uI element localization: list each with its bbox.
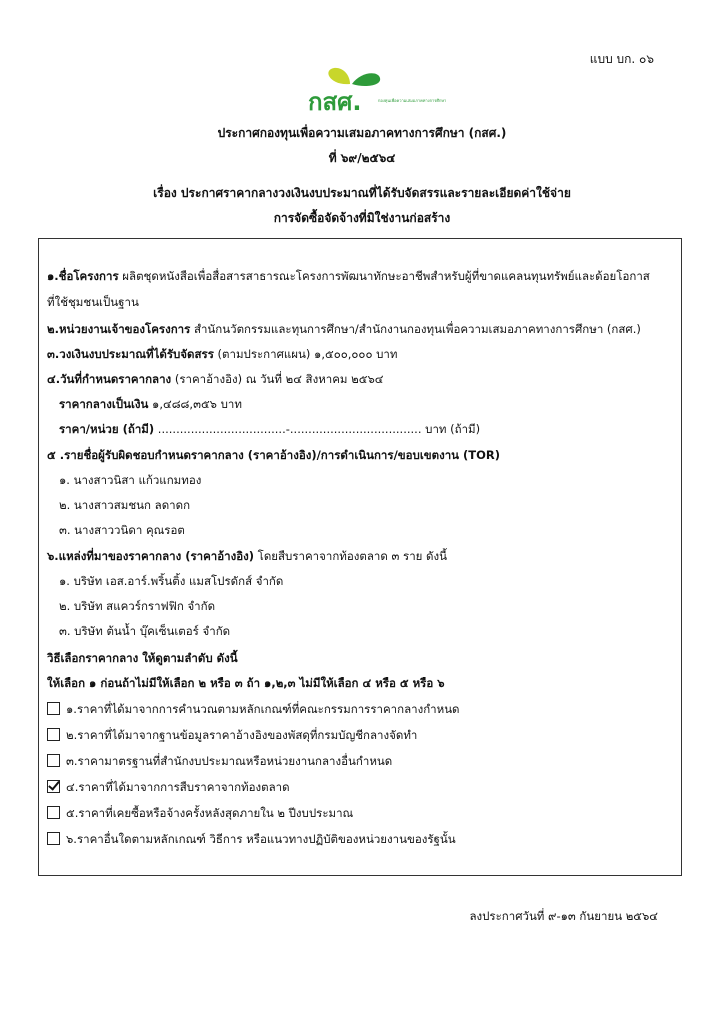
item-6: ๖.แหล่งที่มาของราคากลาง (ราคาอ้างอิง) โดยสืบราคาจากท้องตลาด ๓ ราย ดังนี้ [47,549,447,563]
header-subject-cont: การจัดซื้อจัดจ้างที่มิใช่งานก่อสร้าง [273,211,451,225]
method-option-3[interactable]: ๓.ราคามาตรฐานที่สำนักงบประมาณหรือหน่วยงานกลางอื่นกำหนด [47,754,673,768]
list-item: ๒. นางสาวสมชนก ลดาดก [59,498,191,512]
header-number: ที่ ๖๙/๒๕๖๔ [328,151,396,165]
method-option-1[interactable]: ๑.ราคาที่ได้มาจากการคำนวณตามหลักเกณฑ์ที่คณะกรรมการราคากลางกำหนด [47,702,673,716]
list-item: ๑. นางสาวนิสา แก้วแกมทอง [59,473,202,487]
checkbox[interactable] [47,754,60,767]
list-item: ๒. บริษัท สแควร์กราฟฟิก จำกัด [59,599,216,613]
checkbox-checked[interactable] [47,780,60,793]
method-rule: ให้เลือก ๑ ก่อนถ้าไม่มีให้เลือก ๒ หรือ ๓ ถ้า ๑,๒,๓ ไม่มีให้เลือก ๔ หรือ ๕ หรือ ๖ [47,676,445,690]
item-1: ๑.ชื่อโครงการ ผลิตชุดหนังสือเพื่อสื่อสารสาธารณะโครงการพัฒนาทักษะอาชีพสำหรับผู้ที่ขาดแคลนทุนทรัพย์และด้อยโอกาส [47,269,650,283]
checkbox[interactable] [47,806,60,819]
logo-leaf-right [352,73,380,86]
item-5: ๕ .รายชื่อผู้รับผิดชอบกำหนดราคากลาง (ราคาอ้างอิง)/การดำเนินการ/ขอบเขตงาน (TOR) [47,448,501,462]
announcement-header [0,124,724,234]
checkbox[interactable] [47,728,60,741]
logo-text: กสศ. [308,88,362,116]
header-subject: เรื่อง ประกาศราคากลางวงเงินงบประมาณที่ได้รับจัดสรรและรายละเอียดค่าใช้จ่าย [153,186,571,200]
price-details-box [38,238,682,876]
item-3: ๓.วงเงินงบประมาณที่ได้รับจัดสรร (ตามประกาศแผน) ๑,๕๐๐,๐๐๐ บาท [47,347,398,361]
checkbox[interactable] [47,702,60,715]
list-item: ๓. บริษัท ต้นน้ำ บุ๊คเซ็นเตอร์ จำกัด [59,624,231,638]
method-option-2[interactable]: ๒.ราคาที่ได้มาจากฐานข้อมูลราคาอ้างอิงของพัสดุที่กรมบัญชีกลางจัดทำ [47,728,673,742]
list-item: ๑. บริษัท เอส.อาร์.พริ้นติ้ง แมสโปรดักส์ จำกัด [59,574,284,588]
form-code: แบบ บก. ๐๖ [589,52,654,66]
checkbox[interactable] [47,832,60,845]
item-1-cont: ที่ใช้ชุมชนเป็นฐาน [47,295,139,309]
eef-logo [300,66,447,116]
item-4-unit-price: ราคา/หน่วย (ถ้ามี) ...................................-.................................... บาท (ถ้ามี) [59,422,481,436]
publication-date: ลงประกาศวันที่ ๙-๑๓ กันยายน ๒๕๖๔ [469,909,658,923]
item-4: ๔.วันที่กำหนดราคากลาง (ราคาอ้างอิง) ณ วันที่ ๒๔ สิงหาคม ๒๕๖๔ [47,372,384,386]
list-item: ๓. นางสาววนิดา คุณรอต [59,523,185,537]
logo-leaf-left [328,68,350,84]
item-2: ๒.หน่วยงานเจ้าของโครงการ สำนักนวัตกรรมและทุนการศึกษา/สำนักงานกองทุนเพื่อความเสมอภาคทางการศึกษา (กสศ.) [47,322,641,336]
header-title: ประกาศกองทุนเพื่อความเสมอภาคทางการศึกษา (กสศ.) [217,126,507,140]
method-option-6[interactable]: ๖.ราคาอื่นใดตามหลักเกณฑ์ วิธีการ หรือแนวทางปฏิบัติของหน่วยงานของรัฐนั้น [47,832,673,846]
method-option-4[interactable]: ๔.ราคาที่ได้มาจากการสืบราคาจากท้องตลาด [47,780,673,794]
method-title: วิธีเลือกราคากลาง ให้ดูตามลำดับ ดังนี้ [47,651,238,665]
item-4-price: ราคากลางเป็นเงิน ๑,๔๘๘,๓๕๖ บาท [59,397,242,411]
logo-tagline: กองทุนเพื่อความเสมอภาคทางการศึกษา [378,98,447,103]
method-option-5[interactable]: ๕.ราคาที่เคยซื้อหรือจ้างครั้งหลังสุดภายใน ๒ ปีงบประมาณ [47,806,673,820]
